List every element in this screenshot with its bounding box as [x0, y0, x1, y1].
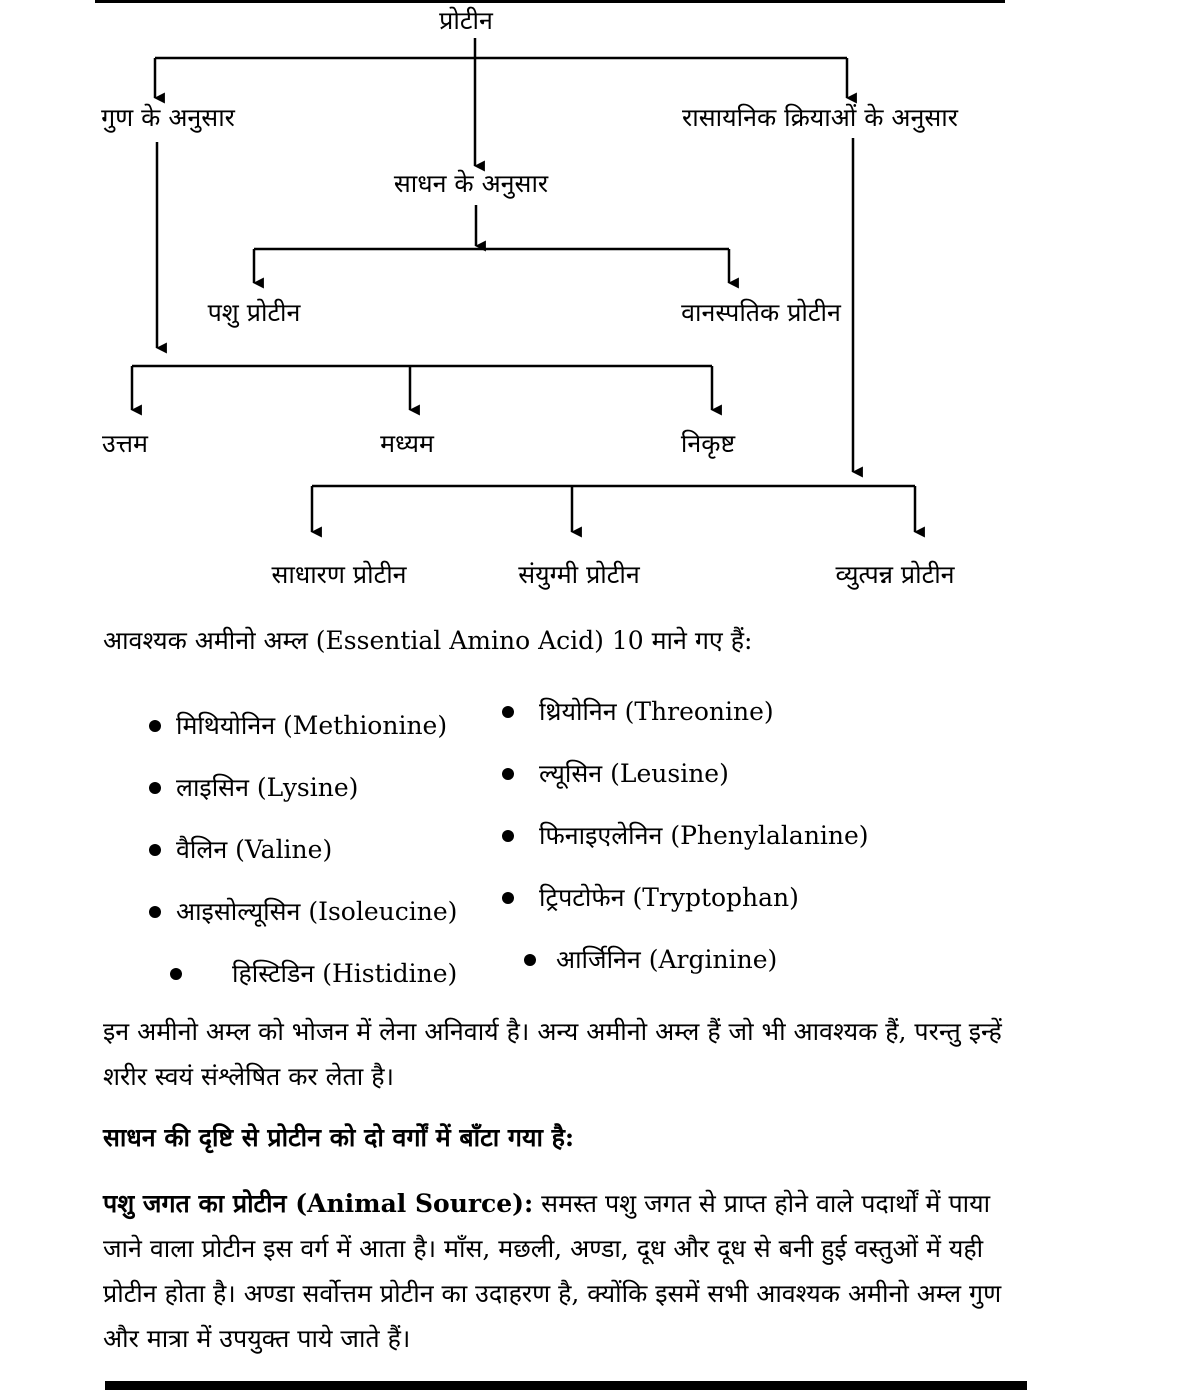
list-item: फिनाइएलेनिन (Phenylalanine): [502, 819, 869, 853]
list-item: लाइसिन (Lysine): [149, 771, 358, 805]
list-item: मिथियोनिन (Methionine): [149, 709, 447, 743]
node-best: उत्तम: [102, 429, 148, 458]
paragraph-animal-source: [103, 1181, 1033, 1361]
node-protein: प्रोटीन: [439, 6, 493, 35]
bullet-icon: [149, 906, 161, 918]
node-inferior: निकृष्ट: [680, 429, 736, 458]
node-conjugated-protein: संयुग्मी प्रोटीन: [518, 560, 640, 589]
bullet-icon: [170, 968, 182, 980]
animal-source-label: पशु जगत का प्रोटीन (Animal Source):: [103, 1189, 534, 1218]
bullet-icon: [524, 954, 536, 966]
list-item: हिस्टिडिन (Histidine): [170, 957, 457, 991]
list-item: ट्रिपटोफेन (Tryptophan): [502, 881, 799, 915]
protein-classification-diagram: [0, 0, 1200, 610]
node-plant-protein: वानस्पतिक प्रोटीन: [681, 298, 841, 327]
bullet-icon: [502, 706, 514, 718]
amino-heading: आवश्यक अमीनो अम्ल (Essential Amino Acid) 10 माने गए हैं:: [103, 626, 753, 655]
list-item: वैलिन (Valine): [149, 833, 332, 867]
bullet-icon: [149, 844, 161, 856]
bullet-icon: [149, 720, 161, 732]
bullet-icon: [502, 892, 514, 904]
node-medium: मध्यम: [380, 429, 434, 458]
list-item: ल्यूसिन (Leusine): [502, 757, 729, 791]
bullet-icon: [149, 782, 161, 794]
node-animal-protein: पशु प्रोटीन: [207, 298, 301, 327]
bullet-icon: [502, 768, 514, 780]
node-by-source: साधन के अनुसार: [393, 169, 549, 198]
source-heading: साधन की दृष्टि से प्रोटीन को दो वर्गों में बाँटा गया है:: [103, 1123, 575, 1152]
node-by-quality: गुण के अनुसार: [101, 103, 235, 132]
node-derived-protein: व्युत्पन्न प्रोटीन: [835, 560, 955, 589]
paragraph-essential: इन अमीनो अम्ल को भोजन में लेना अनिवार्य है। अन्य अमीनो अम्ल हैं जो भी आवश्यक हैं, परन्तु इन्हें शरीर स्वयं संश्लेषित कर लेता है।: [103, 1017, 1002, 1091]
list-item: थ्रियोनिन (Threonine): [502, 695, 774, 729]
animal-source-text: समस्त पशु जगत से प्राप्त होने वाले पदार्थों में पाया जाने वाला प्रोटीन इस वर्ग में आता है। माँस, मछली, अण्डा, दूध और दूध से बनी हुई वस्तुओं में यही प्रोटीन होता है। अण्डा सर्वोत्तम प्रोटीन का उदाहरण है, क्योंकि इसमें सभी आवश्यक अमीनो अम्ल गुण और मात्रा में उपयुक्त पाये जाते हैं।: [103, 1189, 1002, 1353]
list-item: आइसोल्यूसिन (Isoleucine): [149, 895, 457, 929]
bullet-icon: [502, 830, 514, 842]
node-by-chemical: रासायनिक क्रियाओं के अनुसार: [682, 103, 958, 132]
list-item: आर्जिनिन (Arginine): [524, 943, 777, 977]
node-simple-protein: साधारण प्रोटीन: [271, 560, 407, 589]
bottom-rule: [105, 1381, 1027, 1390]
